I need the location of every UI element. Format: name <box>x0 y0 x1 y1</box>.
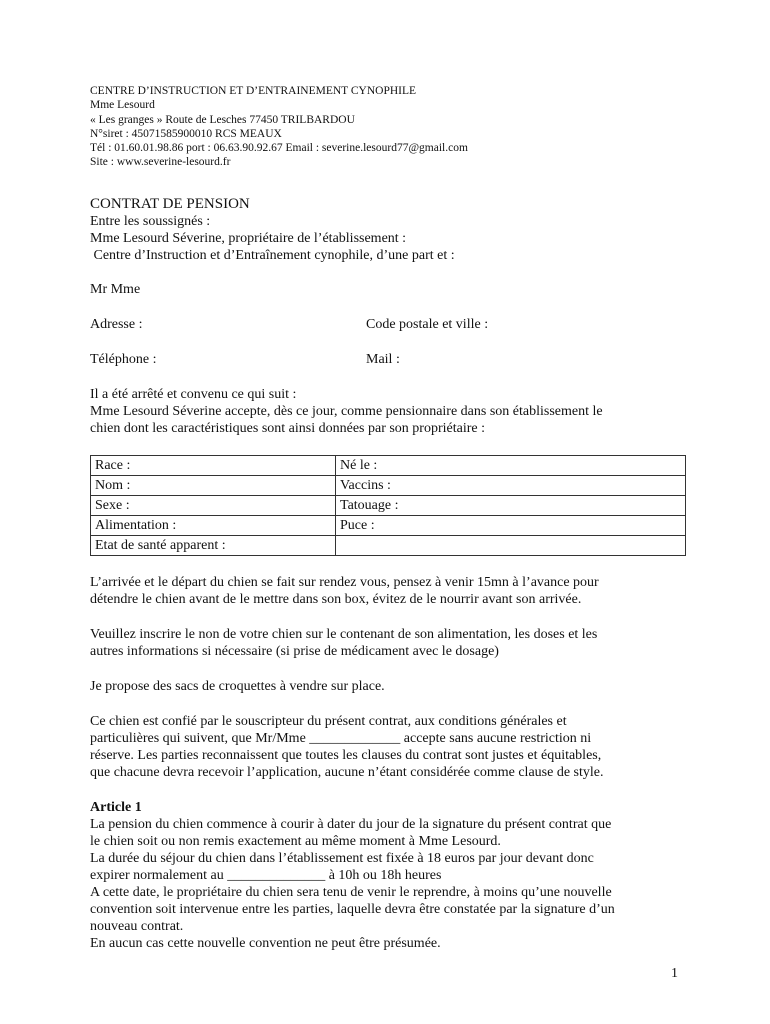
paragraph-line: nouveau contrat. <box>90 918 184 934</box>
address-row <box>90 316 690 333</box>
table-cell: Sexe : <box>91 495 336 515</box>
paragraph-line: autres informations si nécessaire (si prise de médicament avec le dosage) <box>90 643 499 659</box>
paragraph-line: En aucun cas cette nouvelle convention ne peut être présumée. <box>90 935 441 951</box>
paragraph-line: particulières qui suivent, que Mr/Mme _____________ accepte sans aucune restriction ni <box>90 730 592 746</box>
agreement-line-1: Il a été arrêté et convenu ce qui suit : <box>90 386 297 402</box>
paragraph-line: le chien soit ou non remis exactement au même moment à Mme Lesourd. <box>90 833 501 849</box>
center-name: CENTRE D’INSTRUCTION ET D’ENTRAINEMENT CYNOPHILE <box>90 85 417 97</box>
website: Site : www.severine-lesourd.fr <box>90 156 231 169</box>
article-1-title: Article 1 <box>90 799 142 815</box>
client-line: Mr Mme <box>90 281 141 297</box>
siret-number: N°siret : 45071585900010 RCS MEAUX <box>90 127 282 140</box>
table-row <box>91 515 686 535</box>
article-1-body <box>90 816 690 952</box>
table-row <box>91 495 686 515</box>
postal-address: « Les granges » Route de Lesches 77450 TRILBARDOU <box>90 113 355 126</box>
contract-title: CONTRAT DE PENSION <box>90 195 250 212</box>
table-row <box>91 455 686 475</box>
table-row <box>91 535 686 555</box>
owner-line: Mme Lesourd Séverine, propriétaire de l’établissement : <box>90 230 407 246</box>
page-number: 1 <box>671 966 678 981</box>
center-line: Centre d’Instruction et d’Entraînement cynophile, d’une part et : <box>90 247 455 263</box>
kibble-paragraph <box>90 678 690 695</box>
arrival-paragraph <box>90 574 690 608</box>
paragraph-line: La pension du chien commence à courir à dater du jour de la signature du présent contrat que <box>90 816 612 832</box>
owner-name: Mme Lesourd <box>90 99 155 112</box>
paragraph-line: convention soit intervenue entre les parties, laquelle devra être constatée par la signature d’un <box>90 901 615 917</box>
contact-phone-email: Tél : 01.60.01.98.86 port : 06.63.90.92.67 Email : severine.lesourd77@gmail.com <box>90 142 468 155</box>
paragraph-line: Je propose des sacs de croquettes à vendre sur place. <box>90 678 385 694</box>
paragraph-line: expirer normalement au ______________ à 10h ou 18h heures <box>90 867 442 883</box>
dog-details-table <box>90 455 686 556</box>
conditions-paragraph <box>90 713 690 781</box>
address-label: Adresse : <box>90 316 143 332</box>
letterhead <box>90 84 690 170</box>
paragraph-line: Ce chien est confié par le souscripteur du présent contrat, aux conditions générales et <box>90 713 567 729</box>
table-cell: Etat de santé apparent : <box>91 535 336 555</box>
paragraph-line: réserve. Les parties reconnaissent que toutes les clauses du contrat sont justes et équitables, <box>90 747 602 763</box>
parties-block <box>90 213 690 437</box>
paragraph-line: La durée du séjour du chien dans l’établissement est fixée à 18 euros par jour devant donc <box>90 850 594 866</box>
postal-label: Code postale et ville : <box>366 316 489 332</box>
agreement-line-3: chien dont les caractéristiques sont ainsi données par son propriétaire : <box>90 420 485 436</box>
paragraph-line: Veuillez inscrire le non de votre chien sur le contenant de son alimentation, les doses et les <box>90 626 598 642</box>
table-cell: Alimentation : <box>91 515 336 535</box>
phone-mail-row <box>90 351 690 368</box>
paragraph-line: L’arrivée et le départ du chien se fait sur rendez vous, pensez à venir 15mn à l’avance pour <box>90 574 599 590</box>
mail-label: Mail : <box>366 351 400 367</box>
table-cell <box>336 535 686 555</box>
phone-label: Téléphone : <box>90 351 157 367</box>
paragraph-line: détendre le chien avant de le mettre dans son box, évitez de le nourrir avant son arrivée. <box>90 591 582 607</box>
document-page <box>90 84 690 952</box>
agreement-line-2: Mme Lesourd Séverine accepte, dès ce jour, comme pensionnaire dans son établissement le <box>90 403 603 419</box>
table-cell: Né le : <box>336 455 686 475</box>
table-cell: Nom : <box>91 475 336 495</box>
food-label-paragraph <box>90 626 690 660</box>
table-cell: Race : <box>91 455 336 475</box>
table-cell: Puce : <box>336 515 686 535</box>
paragraph-line: que chacune devra recevoir l’application, aucune n’étant considérée comme clause de style. <box>90 764 604 780</box>
table-cell: Vaccins : <box>336 475 686 495</box>
table-cell: Tatouage : <box>336 495 686 515</box>
between-line: Entre les soussignés : <box>90 213 211 229</box>
table-row <box>91 475 686 495</box>
paragraph-line: A cette date, le propriétaire du chien sera tenu de venir le reprendre, à moins qu’une nouvelle <box>90 884 612 900</box>
